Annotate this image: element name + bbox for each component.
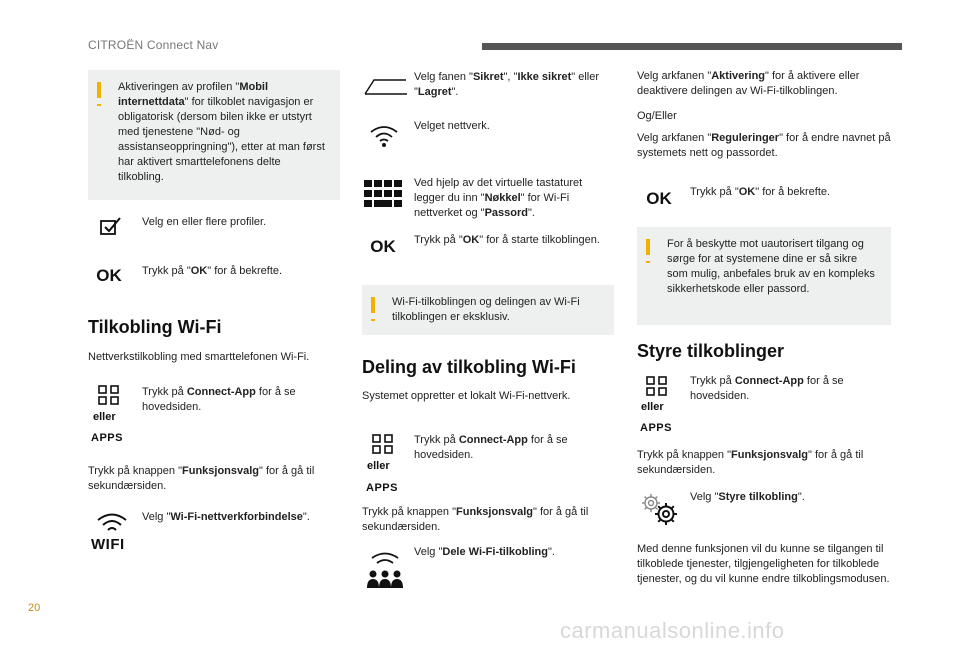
ok-icon: OK — [96, 266, 122, 285]
step-confirm-ok: Trykk på "OK" for å bekrefte. — [142, 265, 283, 277]
info-icon-dot — [646, 261, 650, 263]
apps-icon: APPS — [366, 482, 398, 494]
para-function-select: Trykk på knappen "Funksjonsvalg" for å gå til sekundærsiden. — [88, 465, 315, 492]
share-users-icon — [366, 550, 404, 590]
step-start-connection: Trykk på "OK" for å starte tilkoblingen. — [414, 234, 600, 246]
para-settings-tab: Velg arkfanen "Reguleringer" for å endre navnet på systemets nett og passordet. — [637, 132, 891, 159]
or-label: eller — [93, 411, 116, 423]
watermark: carmanualsonline.info — [560, 618, 785, 643]
info-icon-dot — [371, 319, 375, 321]
tab-select-icon — [364, 78, 408, 98]
info-icon — [371, 297, 375, 313]
step-select-tab: Velg fanen "Sikret", "Ikke sikret" eller "Lagret". — [414, 71, 600, 98]
heading-wifi-sharing: Deling av tilkobling Wi-Fi — [362, 357, 576, 377]
para-function-select: Trykk på knappen "Funksjonsvalg" for å gå til sekundærsiden. — [637, 449, 864, 476]
ok-icon: OK — [646, 189, 672, 208]
info-icon-dot — [97, 104, 101, 106]
running-header: CITROËN Connect Nav — [88, 38, 219, 52]
info-icon — [646, 239, 650, 255]
gear-icon — [640, 492, 680, 528]
header-bar — [482, 43, 902, 50]
or-label: eller — [641, 401, 664, 413]
connect-app-icon — [646, 376, 668, 398]
or-label: eller — [367, 460, 390, 472]
step-connect-app: Trykk på Connect-App for å se hovedsiden. — [690, 375, 844, 402]
para-function-select: Trykk på knappen "Funksjonsvalg" for å gå til sekundærsiden. — [362, 506, 589, 533]
para-activation-tab: Velg arkfanen "Aktivering" for å aktivere eller deaktivere delingen av Wi-Fi-tilkoblingen. — [637, 70, 860, 97]
step-selected-network: Velget nettverk. — [414, 120, 490, 132]
info-note-security: For å beskytte mot uautorisert tilgang og sørge for at systemene dine er så sikre som mulig, anbefales bruk av en kompleks sikkerhetskode eller passord. — [637, 227, 891, 325]
apps-icon: APPS — [640, 422, 672, 434]
step-wifi-network: Velg "Wi-Fi-nettverkforbindelse". — [142, 511, 310, 523]
apps-icon: APPS — [91, 432, 123, 444]
intro-wifi-sharing: Systemet oppretter et lokalt Wi-Fi-nettverk. — [362, 390, 571, 402]
connect-app-icon — [372, 434, 394, 456]
ok-icon: OK — [370, 237, 396, 256]
info-icon — [97, 82, 101, 98]
para-feature-description: Med denne funksjonen vil du kunne se tilgangen til tilkoblede tjenester, tilgjengeligheten for tilkoblede tjenester, og du vil kunne endre tilkoblingsmodusen. — [637, 543, 890, 585]
step-enter-key: Ved hjelp av det virtuelle tastaturet legger du inn "Nøkkel" for Wi-Fi nettverket og "Passord". — [414, 177, 583, 219]
wifi-label-icon: WIFI — [91, 536, 125, 553]
wifi-icon — [94, 512, 130, 534]
step-share-wifi: Velg "Dele Wi-Fi-tilkobling". — [414, 546, 555, 558]
intro-wifi-connection: Nettverkstilkobling med smarttelefonen Wi-Fi. — [88, 351, 310, 363]
step-manage-connection: Velg "Styre tilkobling". — [690, 491, 805, 503]
wifi-network-icon — [368, 124, 400, 148]
step-connect-app: Trykk på Connect-App for å se hovedsiden. — [142, 386, 296, 413]
heading-wifi-connection: Tilkobling Wi-Fi — [88, 317, 222, 337]
info-note-mobile-data: Aktiveringen av profilen "Mobil internettdata" for tilkoblet navigasjon er obligatorisk (dersom bilen ikke er utstyrt med tjenestene "Nød- og assistanseoppringning"), etter at man først har aktivert smarttelefonens delte tilkobling. — [88, 70, 340, 200]
step-confirm-ok: Trykk på "OK" for å bekrefte. — [690, 186, 831, 198]
and-or-label: Og/Eller — [637, 110, 677, 122]
info-note-exclusive: Wi-Fi-tilkoblingen og delingen av Wi-Fi tilkoblingen er eksklusiv. — [362, 285, 614, 335]
keyboard-icon — [364, 180, 404, 208]
heading-manage-connections: Styre tilkoblinger — [637, 341, 785, 361]
checkbox-select-icon — [96, 214, 126, 238]
step-select-profiles: Velg en eller flere profiler. — [142, 216, 267, 228]
step-connect-app: Trykk på Connect-App for å se hovedsiden. — [414, 434, 568, 461]
connect-app-icon — [98, 385, 120, 407]
page-number: 20 — [28, 602, 41, 614]
